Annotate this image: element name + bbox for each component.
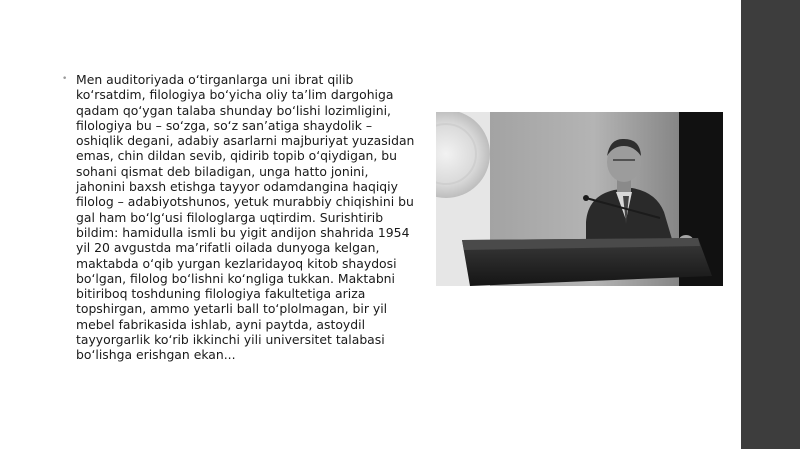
bullet-icon: • — [62, 74, 68, 84]
speaker-photo — [436, 112, 723, 286]
side-bar — [741, 0, 800, 449]
body-paragraph: Men auditoriyada o‘tirganlarga uni ibrat qilib ko‘rsatdim, filologiya bo‘yicha oliy ta’lim dargohiga qadam qo‘ygan talaba shunday bo‘lishi lozimligini, filologiya bu – so‘zga, so‘z san’atiga shaydolik – oshiqlik degani, adabiy asarlarni majburiyat yuzasidan emas, chin dildan sevib, qidirib topib o‘qiydigan, bu sohani qismat deb biladigan, unga hatto jonini, jahonini baxsh etishga tayyor odamdangina haqiqiy filolog – adabiyotshunos, yetuk murabbiy chiqishini bu gal ham bo‘lg‘usi filologlarga uqtirdim. Surishtirib bildim: hamidulla ismli bu yigit andijon shahrida 1954 yil 20 avgustda ma’rifatli oilada dunyoga kelgan, maktabda o‘qib yurgan kezlaridayoq kitob shaydosi bo‘lgan, filolog bo‘lishni ko‘ngliga tukkan. Maktabni bitiriboq toshduning filologiya fakultetiga ariza topshirgan, ammo yetarli ball to‘plolmagan, bir yil mebel fabrikasida ishlab, ayni paytda, astoydil tayyorgarlik ko‘rib ikkinchi yili universitet talabasi bo‘lishga erishgan ekan... — [76, 72, 415, 363]
speaker-photo-image — [436, 112, 723, 286]
text-block — [62, 72, 420, 363]
